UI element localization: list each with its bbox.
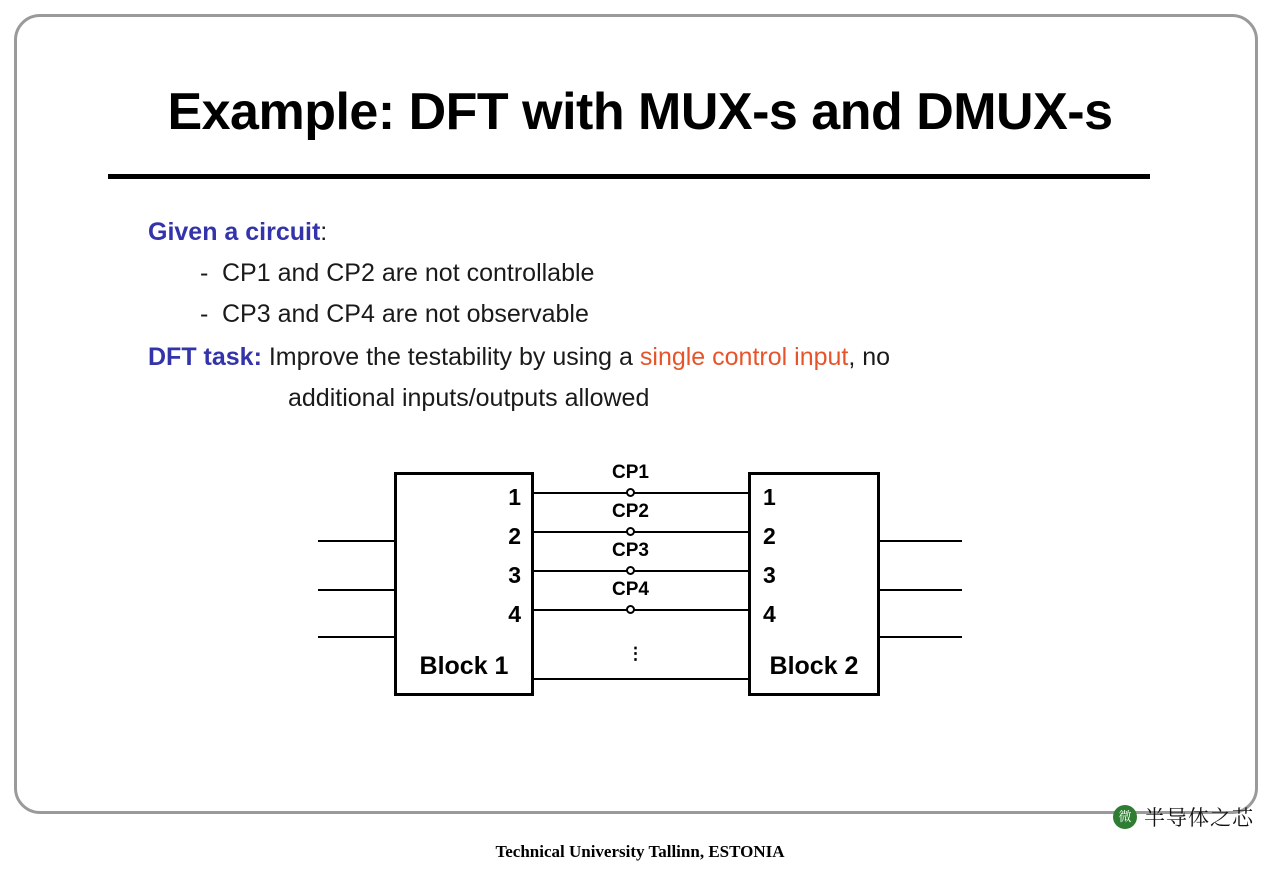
block2-label: Block 2 <box>769 652 859 680</box>
block1-pin-4: 4 <box>508 601 521 627</box>
checkpoint-node-cp4 <box>626 605 635 614</box>
bullet-dash: - <box>200 300 209 328</box>
footer-credit: Technical University Tallinn, ESTONIA <box>495 842 785 861</box>
task-label: DFT task: <box>148 343 262 371</box>
bullet-item <box>148 253 1148 294</box>
block-1 <box>394 472 534 696</box>
checkpoint-label-cp2: CP2 <box>612 501 649 522</box>
block1-label: Block 1 <box>419 652 509 680</box>
checkpoint-label-cp1: CP1 <box>612 462 649 483</box>
output-wire-3 <box>878 636 962 638</box>
interconnect-wire-cp3 <box>532 570 750 572</box>
task-text-after: , no <box>848 343 891 371</box>
bullet-dash: - <box>200 259 209 287</box>
bullet-text: CP1 and CP2 are not controllable <box>222 259 595 287</box>
watermark-text: 半导体之芯 <box>1144 807 1254 830</box>
bullet-item <box>148 294 1148 335</box>
block1-pin-3: 3 <box>508 562 521 588</box>
input-wire-1 <box>318 540 396 542</box>
block2-pin-1: 1 <box>763 484 776 510</box>
bullet-text: CP3 and CP4 are not observable <box>222 300 589 328</box>
task-text-before: Improve the testability by using a <box>268 343 640 371</box>
output-wire-2 <box>878 589 962 591</box>
task-accent-text: single control input <box>639 343 849 371</box>
wechat-icon: 微 <box>1113 805 1137 829</box>
block1-pin-2: 2 <box>508 523 521 549</box>
checkpoint-node-cp1 <box>626 488 635 497</box>
block1-pin-1: 1 <box>508 484 521 510</box>
output-wire-1 <box>878 540 962 542</box>
interconnect-wire-cp4 <box>532 609 750 611</box>
title-divider <box>108 174 1150 179</box>
circuit-diagram <box>300 455 1000 715</box>
input-wire-2 <box>318 589 396 591</box>
block2-pin-3: 3 <box>763 562 776 588</box>
task-line <box>148 337 1148 378</box>
input-wire-3 <box>318 636 396 638</box>
bus-ellipsis: ⋮ <box>627 644 644 663</box>
block-2 <box>748 472 880 696</box>
checkpoint-label-cp4: CP4 <box>612 579 649 600</box>
checkpoint-node-cp3 <box>626 566 635 575</box>
watermark <box>1113 802 1254 832</box>
block2-pin-2: 2 <box>763 523 776 549</box>
given-colon: : <box>320 218 328 246</box>
given-label: Given a circuit <box>148 218 321 246</box>
checkpoint-label-cp3: CP3 <box>612 540 649 561</box>
interconnect-wire-cp1 <box>532 492 750 494</box>
interconnect-wire-cp2 <box>532 531 750 533</box>
block2-pin-4: 4 <box>763 601 776 627</box>
page-title: Example: DFT with MUX-s and DMUX-s <box>167 83 1113 141</box>
slide-body <box>148 212 1148 419</box>
interconnect-wire-bus <box>532 678 750 680</box>
task-line-2: additional inputs/outputs allowed <box>288 384 650 412</box>
checkpoint-node-cp2 <box>626 527 635 536</box>
given-line <box>148 212 1148 253</box>
